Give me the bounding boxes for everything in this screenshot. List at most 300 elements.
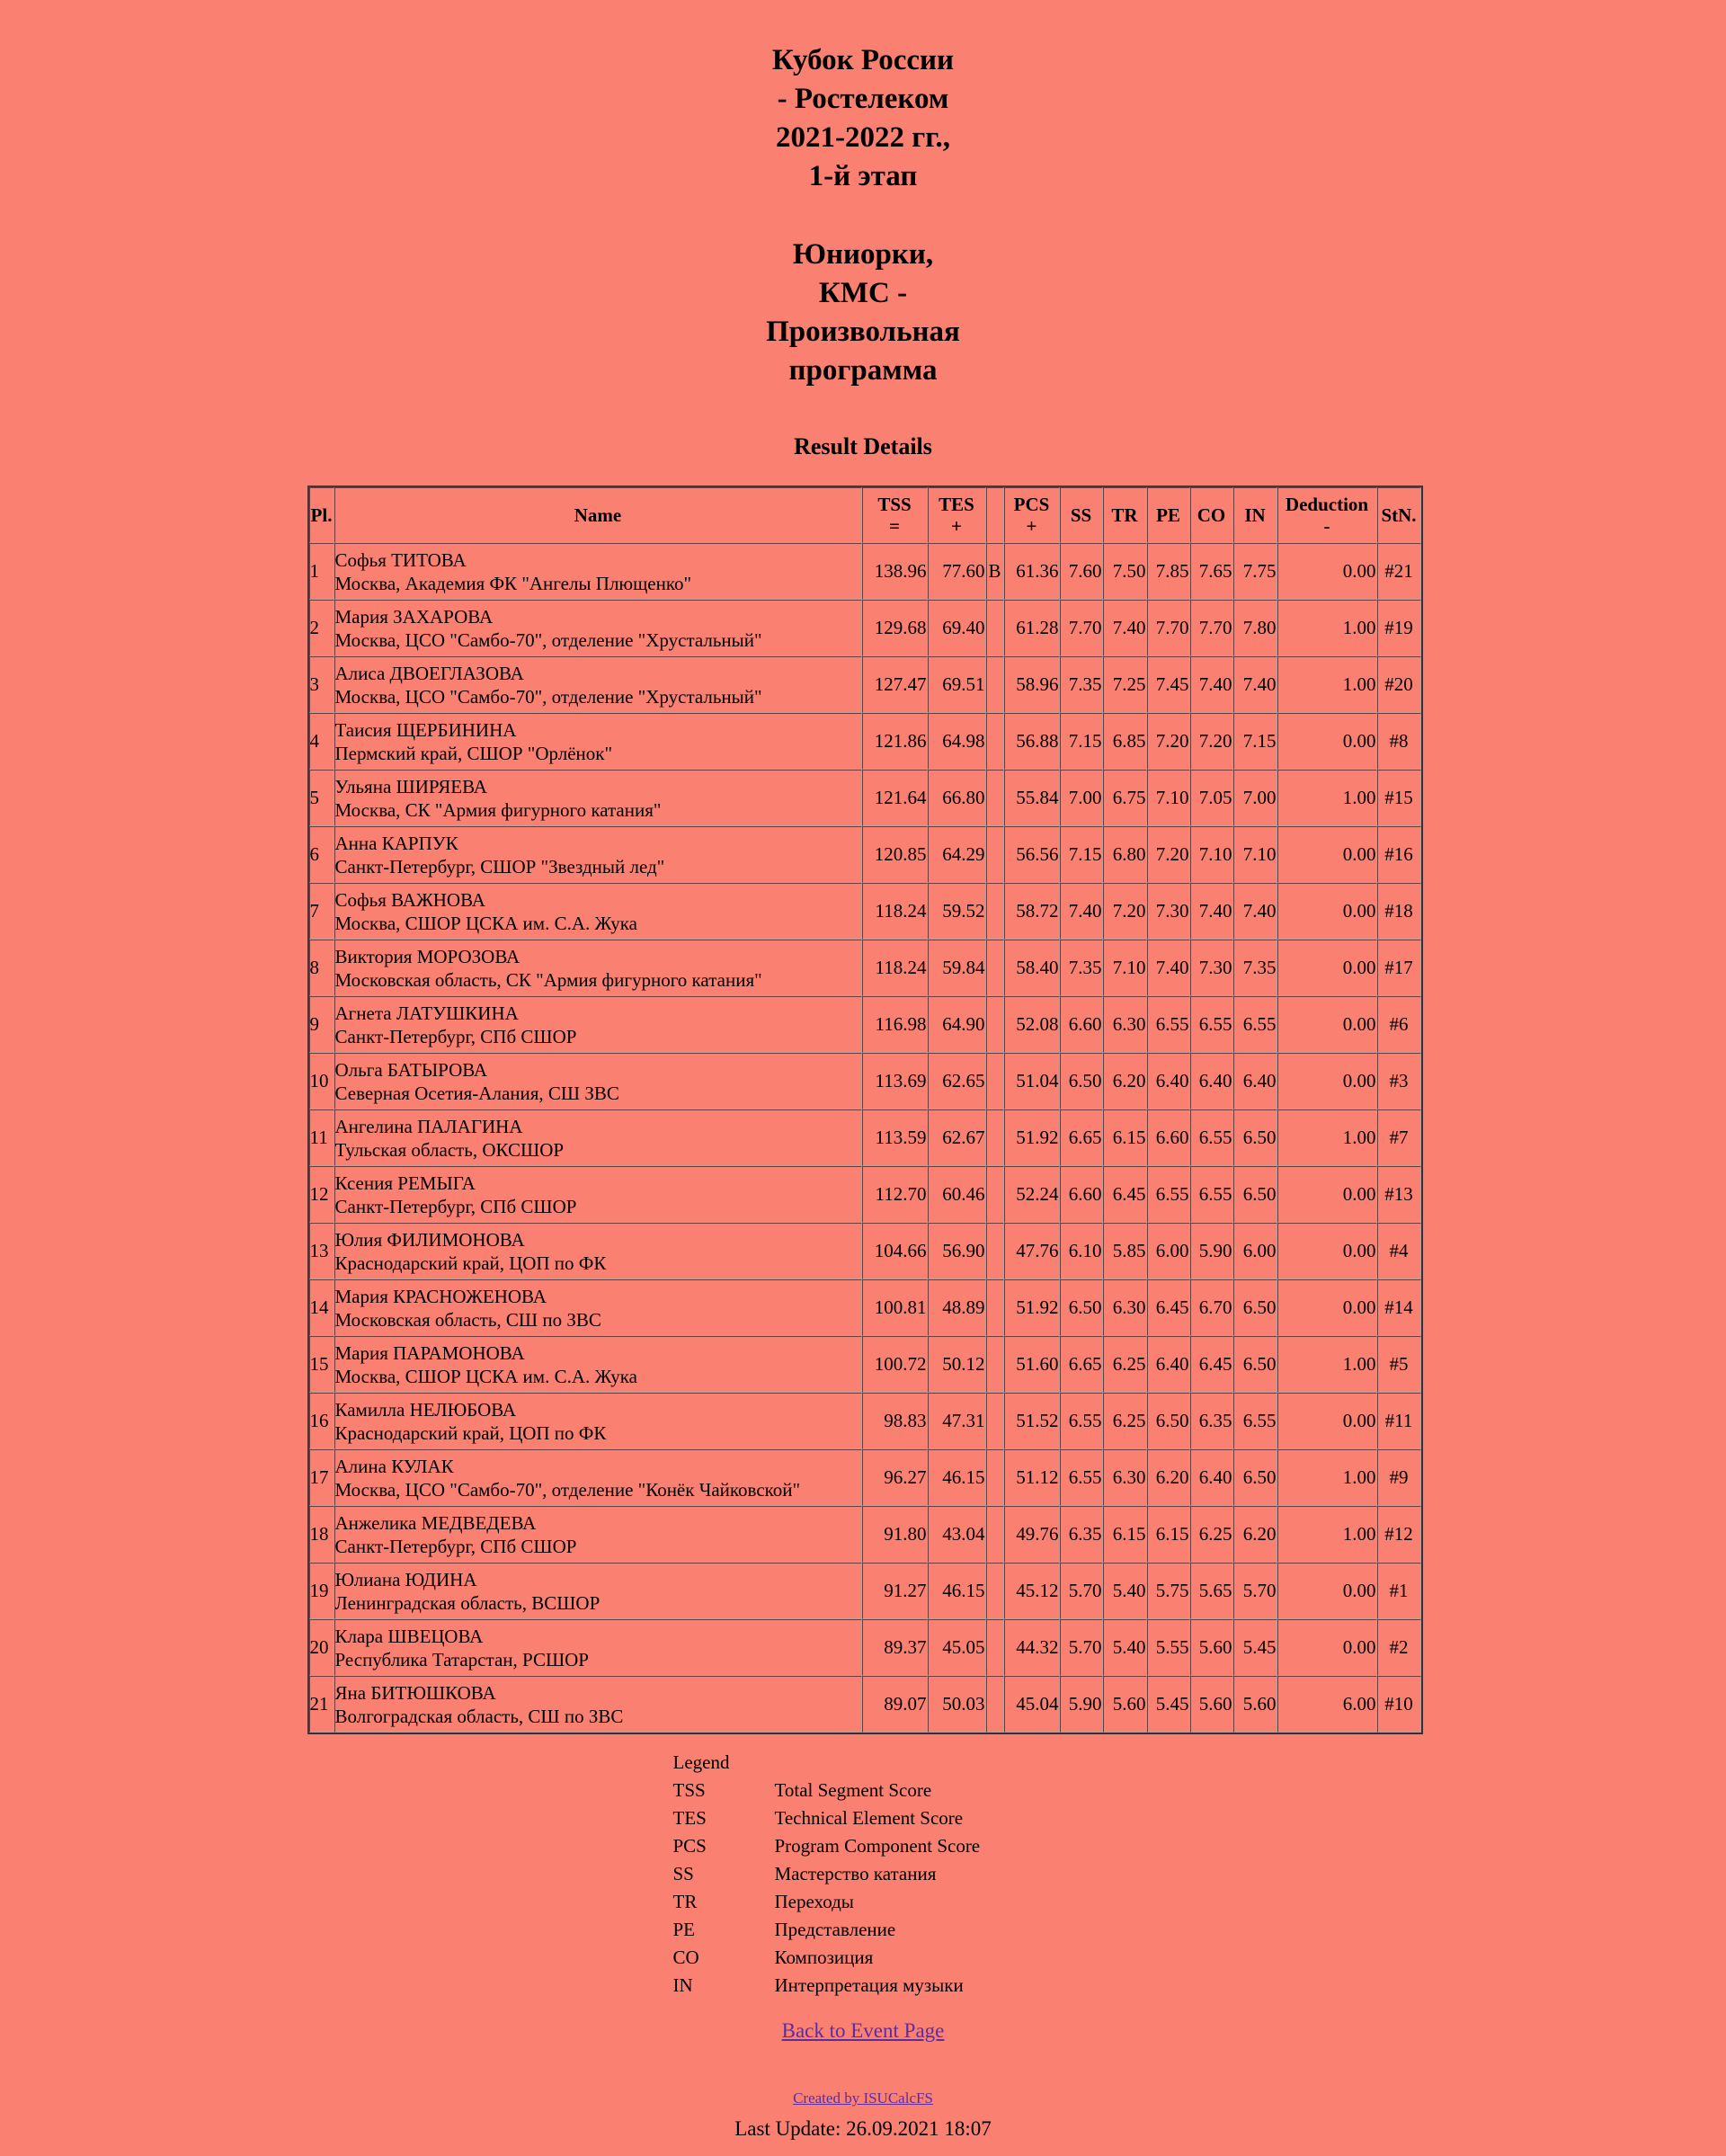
tr-cell: 6.25 xyxy=(1103,1393,1147,1449)
tr-cell: 7.10 xyxy=(1103,940,1147,996)
result-row xyxy=(309,1166,1421,1223)
tr-cell: 6.15 xyxy=(1103,1109,1147,1166)
pe-cell: 5.45 xyxy=(1147,1676,1190,1733)
tr-cell: 6.45 xyxy=(1103,1166,1147,1223)
legend-desc: Total Segment Score xyxy=(774,1779,932,1801)
deduction-cell: 1.00 xyxy=(1277,1449,1377,1506)
legend-desc: Мастерство катания xyxy=(774,1863,937,1884)
pcs-cell: 58.72 xyxy=(1004,883,1060,940)
in-cell: 7.15 xyxy=(1233,713,1277,770)
legend-abbr: TSS xyxy=(672,1779,706,1801)
bonus-cell xyxy=(986,600,1004,656)
tss-cell: 127.47 xyxy=(862,656,928,713)
tes-cell: 47.31 xyxy=(928,1393,986,1449)
deduction-cell: 0.00 xyxy=(1277,1166,1377,1223)
bonus-cell xyxy=(986,1506,1004,1563)
ss-cell: 7.15 xyxy=(1060,713,1103,770)
bonus-cell xyxy=(986,1676,1004,1733)
co-cell: 7.10 xyxy=(1190,826,1233,883)
tes-cell: 59.84 xyxy=(928,940,986,996)
ss-cell: 6.50 xyxy=(1060,1053,1103,1109)
legend-row xyxy=(673,1860,981,1888)
pcs-cell: 45.12 xyxy=(1004,1563,1060,1619)
ss-cell: 6.60 xyxy=(1060,996,1103,1053)
skater-club: Москва, ЦСО "Самбо-70", отделение "Хрустальный" xyxy=(334,685,762,708)
result-row xyxy=(309,1109,1421,1166)
result-row xyxy=(309,1449,1421,1506)
bonus-cell xyxy=(986,1563,1004,1619)
tr-cell: 5.40 xyxy=(1103,1619,1147,1676)
legend-desc: Представление xyxy=(774,1919,896,1940)
bonus-cell xyxy=(986,770,1004,826)
skater-cell xyxy=(334,1449,862,1506)
result-row xyxy=(309,770,1421,826)
skater-club: Московская область, СШ по ЗВС xyxy=(334,1308,601,1331)
skater-cell xyxy=(334,1053,862,1109)
in-cell: 7.40 xyxy=(1233,656,1277,713)
tes-cell: 77.60 xyxy=(928,543,986,600)
legend-desc: Technical Element Score xyxy=(774,1807,964,1829)
skater-name: Таисия ЩЕРБИНИНА xyxy=(334,718,517,741)
tss-cell: 113.59 xyxy=(862,1109,928,1166)
pcs-cell: 61.36 xyxy=(1004,543,1060,600)
ss-cell: 5.70 xyxy=(1060,1619,1103,1676)
bonus-cell xyxy=(986,713,1004,770)
tr-cell: 6.20 xyxy=(1103,1053,1147,1109)
header-tss-label: TSS xyxy=(877,494,912,515)
result-row xyxy=(309,996,1421,1053)
start-number-cell: #19 xyxy=(1377,600,1421,656)
pe-cell: 6.00 xyxy=(1147,1223,1190,1279)
result-row xyxy=(309,1563,1421,1619)
tss-cell: 91.80 xyxy=(862,1506,928,1563)
back-to-event-link[interactable]: Back to Event Page xyxy=(781,2019,945,2042)
ss-cell: 7.60 xyxy=(1060,543,1103,600)
tes-cell: 48.89 xyxy=(928,1279,986,1336)
place-cell: 15 xyxy=(309,1336,334,1393)
pe-cell: 6.40 xyxy=(1147,1336,1190,1393)
skater-club: Московская область, СК "Армия фигурного катания" xyxy=(334,968,762,991)
ss-cell: 6.60 xyxy=(1060,1166,1103,1223)
tss-cell: 118.24 xyxy=(862,883,928,940)
pcs-cell: 51.92 xyxy=(1004,1109,1060,1166)
result-row xyxy=(309,826,1421,883)
pe-cell: 7.40 xyxy=(1147,940,1190,996)
place-cell: 14 xyxy=(309,1279,334,1336)
header-pl: Pl. xyxy=(309,487,334,543)
skater-cell xyxy=(334,1393,862,1449)
skater-name: Юлия ФИЛИМОНОВА xyxy=(334,1228,525,1251)
skater-club: Москва, СК "Армия фигурного катания" xyxy=(334,798,662,821)
skater-name: Яна БИТЮШКОВА xyxy=(334,1681,496,1704)
pe-cell: 6.45 xyxy=(1147,1279,1190,1336)
start-number-cell: #5 xyxy=(1377,1336,1421,1393)
place-cell: 12 xyxy=(309,1166,334,1223)
skater-club: Москва, ЦСО "Самбо-70", отделение "Конёк Чайковской" xyxy=(334,1478,801,1501)
pe-cell: 5.55 xyxy=(1147,1619,1190,1676)
deduction-cell: 0.00 xyxy=(1277,940,1377,996)
skater-club: Москва, СШОР ЦСКА им. С.А. Жука xyxy=(334,1365,637,1387)
skater-name: Клара ШВЕЦОВА xyxy=(334,1625,484,1647)
skater-cell xyxy=(334,1563,862,1619)
co-cell: 7.40 xyxy=(1190,656,1233,713)
deduction-cell: 0.00 xyxy=(1277,1619,1377,1676)
header-co: CO xyxy=(1190,487,1233,543)
bonus-cell xyxy=(986,1279,1004,1336)
category-title-line: Произвольная xyxy=(766,316,960,348)
legend-row xyxy=(673,1832,981,1860)
skater-cell xyxy=(334,1166,862,1223)
place-cell: 18 xyxy=(309,1506,334,1563)
pe-cell: 5.75 xyxy=(1147,1563,1190,1619)
category-title-line: Юниорки, xyxy=(792,238,934,271)
skater-club: Ленинградская область, ВСШОР xyxy=(334,1591,601,1614)
start-number-cell: #9 xyxy=(1377,1449,1421,1506)
tr-cell: 6.80 xyxy=(1103,826,1147,883)
header-deduction-sign: - xyxy=(1323,515,1330,537)
place-cell: 11 xyxy=(309,1109,334,1166)
skater-cell xyxy=(334,1279,862,1336)
bonus-cell xyxy=(986,1223,1004,1279)
event-title-line: 2021-2022 гг., xyxy=(776,121,950,154)
legend-abbr: SS xyxy=(672,1863,694,1884)
skater-name: Алина КУЛАК xyxy=(334,1455,454,1477)
header-ss: SS xyxy=(1060,487,1103,543)
start-number-cell: #6 xyxy=(1377,996,1421,1053)
skater-club: Санкт-Петербург, СПб СШОР xyxy=(334,1025,577,1047)
in-cell: 6.50 xyxy=(1233,1109,1277,1166)
in-cell: 7.75 xyxy=(1233,543,1277,600)
skater-cell xyxy=(334,713,862,770)
tes-cell: 64.90 xyxy=(928,996,986,1053)
skater-club: Санкт-Петербург, СШОР "Звездный лед" xyxy=(334,855,665,878)
legend-row xyxy=(673,1804,981,1832)
tr-cell: 5.40 xyxy=(1103,1563,1147,1619)
in-cell: 5.60 xyxy=(1233,1676,1277,1733)
skater-cell xyxy=(334,543,862,600)
tes-cell: 62.65 xyxy=(928,1053,986,1109)
skater-club: Москва, ЦСО "Самбо-70", отделение "Хрустальный" xyxy=(334,628,762,651)
tes-cell: 46.15 xyxy=(928,1563,986,1619)
in-cell: 6.00 xyxy=(1233,1223,1277,1279)
deduction-cell: 1.00 xyxy=(1277,1506,1377,1563)
co-cell: 7.20 xyxy=(1190,713,1233,770)
skater-cell xyxy=(334,656,862,713)
skater-name: Мария ПАРАМОНОВА xyxy=(334,1341,525,1364)
tes-cell: 60.46 xyxy=(928,1166,986,1223)
result-row xyxy=(309,543,1421,600)
skater-name: Ульяна ШИРЯЕВА xyxy=(334,775,487,797)
event-title-line: - Ростелеком xyxy=(777,83,949,115)
deduction-cell: 6.00 xyxy=(1277,1676,1377,1733)
pcs-cell: 51.12 xyxy=(1004,1449,1060,1506)
pe-cell: 7.45 xyxy=(1147,656,1190,713)
co-cell: 7.05 xyxy=(1190,770,1233,826)
skater-cell xyxy=(334,1619,862,1676)
in-cell: 6.50 xyxy=(1233,1279,1277,1336)
start-number-cell: #21 xyxy=(1377,543,1421,600)
header-tss-sign: = xyxy=(889,515,900,537)
pe-cell: 7.30 xyxy=(1147,883,1190,940)
pe-cell: 6.55 xyxy=(1147,996,1190,1053)
ss-cell: 6.65 xyxy=(1060,1109,1103,1166)
skater-name: Анна КАРПУК xyxy=(334,832,458,854)
header-pcs-sign: + xyxy=(1026,515,1037,537)
skater-name: Алиса ДВОЕГЛАЗОВА xyxy=(334,662,524,684)
co-cell: 6.35 xyxy=(1190,1393,1233,1449)
deduction-cell: 1.00 xyxy=(1277,600,1377,656)
co-cell: 6.45 xyxy=(1190,1336,1233,1393)
skater-name: Анжелика МЕДВЕДЕВА xyxy=(334,1511,537,1534)
start-number-cell: #16 xyxy=(1377,826,1421,883)
tss-cell: 113.69 xyxy=(862,1053,928,1109)
header-stn: StN. xyxy=(1377,487,1421,543)
ss-cell: 5.70 xyxy=(1060,1563,1103,1619)
in-cell: 6.40 xyxy=(1233,1053,1277,1109)
tes-cell: 69.51 xyxy=(928,656,986,713)
in-cell: 7.10 xyxy=(1233,826,1277,883)
ss-cell: 7.40 xyxy=(1060,883,1103,940)
created-by-link[interactable]: Created by ISUCalcFS xyxy=(793,2089,933,2107)
pe-cell: 6.50 xyxy=(1147,1393,1190,1449)
co-cell: 7.65 xyxy=(1190,543,1233,600)
pe-cell: 6.60 xyxy=(1147,1109,1190,1166)
pcs-cell: 56.56 xyxy=(1004,826,1060,883)
skater-club: Санкт-Петербург, СПб СШОР xyxy=(334,1535,577,1557)
co-cell: 5.60 xyxy=(1190,1676,1233,1733)
in-cell: 7.00 xyxy=(1233,770,1277,826)
co-cell: 7.70 xyxy=(1190,600,1233,656)
start-number-cell: #3 xyxy=(1377,1053,1421,1109)
skater-cell xyxy=(334,1109,862,1166)
place-cell: 17 xyxy=(309,1449,334,1506)
legend-desc: Program Component Score xyxy=(774,1835,981,1857)
tes-cell: 66.80 xyxy=(928,770,986,826)
deduction-cell: 1.00 xyxy=(1277,1109,1377,1166)
result-row xyxy=(309,600,1421,656)
tr-cell: 5.60 xyxy=(1103,1676,1147,1733)
result-row xyxy=(309,1223,1421,1279)
ss-cell: 7.35 xyxy=(1060,656,1103,713)
result-row xyxy=(309,1619,1421,1676)
created-wrap xyxy=(307,2089,1419,2107)
start-number-cell: #2 xyxy=(1377,1619,1421,1676)
co-cell: 5.60 xyxy=(1190,1619,1233,1676)
in-cell: 6.50 xyxy=(1233,1166,1277,1223)
co-cell: 6.55 xyxy=(1190,996,1233,1053)
start-number-cell: #15 xyxy=(1377,770,1421,826)
tss-cell: 96.27 xyxy=(862,1449,928,1506)
result-row xyxy=(309,1676,1421,1733)
skater-club: Краснодарский край, ЦОП по ФК xyxy=(334,1421,607,1444)
results-table xyxy=(307,486,1423,1734)
skater-cell xyxy=(334,1336,862,1393)
start-number-cell: #17 xyxy=(1377,940,1421,996)
place-cell: 20 xyxy=(309,1619,334,1676)
tes-cell: 50.12 xyxy=(928,1336,986,1393)
co-cell: 6.55 xyxy=(1190,1166,1233,1223)
pcs-cell: 51.92 xyxy=(1004,1279,1060,1336)
pcs-cell: 51.60 xyxy=(1004,1336,1060,1393)
skater-cell xyxy=(334,1506,862,1563)
pe-cell: 7.10 xyxy=(1147,770,1190,826)
bonus-cell xyxy=(986,940,1004,996)
ss-cell: 7.15 xyxy=(1060,826,1103,883)
result-row xyxy=(309,1279,1421,1336)
skater-name: Агнета ЛАТУШКИНА xyxy=(334,1002,519,1024)
tss-cell: 116.98 xyxy=(862,996,928,1053)
result-row xyxy=(309,883,1421,940)
co-cell: 6.25 xyxy=(1190,1506,1233,1563)
pcs-cell: 51.52 xyxy=(1004,1393,1060,1449)
deduction-cell: 1.00 xyxy=(1277,1336,1377,1393)
pcs-cell: 44.32 xyxy=(1004,1619,1060,1676)
tes-cell: 45.05 xyxy=(928,1619,986,1676)
skater-name: Камилла НЕЛЮБОВА xyxy=(334,1398,517,1421)
tr-cell: 7.50 xyxy=(1103,543,1147,600)
deduction-cell: 0.00 xyxy=(1277,1223,1377,1279)
header-tes-label: TES xyxy=(939,494,974,515)
ss-cell: 6.35 xyxy=(1060,1506,1103,1563)
legend-row xyxy=(673,1888,981,1916)
deduction-cell: 0.00 xyxy=(1277,543,1377,600)
pcs-cell: 58.96 xyxy=(1004,656,1060,713)
ss-cell: 7.70 xyxy=(1060,600,1103,656)
tss-cell: 98.83 xyxy=(862,1393,928,1449)
tss-cell: 118.24 xyxy=(862,940,928,996)
skater-club: Краснодарский край, ЦОП по ФК xyxy=(334,1252,607,1274)
co-cell: 6.70 xyxy=(1190,1279,1233,1336)
deduction-cell: 1.00 xyxy=(1277,656,1377,713)
tss-cell: 91.27 xyxy=(862,1563,928,1619)
header-in: IN xyxy=(1233,487,1277,543)
pe-cell: 7.20 xyxy=(1147,826,1190,883)
pe-cell: 6.20 xyxy=(1147,1449,1190,1506)
deduction-cell: 0.00 xyxy=(1277,826,1377,883)
bonus-cell xyxy=(986,1336,1004,1393)
in-cell: 7.40 xyxy=(1233,883,1277,940)
deduction-cell: 0.00 xyxy=(1277,713,1377,770)
header-tss xyxy=(862,487,928,543)
tr-cell: 6.30 xyxy=(1103,996,1147,1053)
skater-name: Мария ЗАХАРОВА xyxy=(334,605,494,628)
skater-name: Ксения РЕМЫГА xyxy=(334,1172,476,1194)
place-cell: 13 xyxy=(309,1223,334,1279)
tes-cell: 46.15 xyxy=(928,1449,986,1506)
pcs-cell: 61.28 xyxy=(1004,600,1060,656)
in-cell: 7.35 xyxy=(1233,940,1277,996)
tr-cell: 6.85 xyxy=(1103,713,1147,770)
header-pcs xyxy=(1004,487,1060,543)
event-title-line: 1-й этап xyxy=(808,160,918,192)
co-cell: 6.40 xyxy=(1190,1449,1233,1506)
legend-abbr: PE xyxy=(672,1919,696,1940)
bonus-cell xyxy=(986,826,1004,883)
skater-cell xyxy=(334,883,862,940)
tss-cell: 89.07 xyxy=(862,1676,928,1733)
result-row xyxy=(309,1053,1421,1109)
ss-cell: 6.55 xyxy=(1060,1393,1103,1449)
deduction-cell: 0.00 xyxy=(1277,883,1377,940)
header-pe: PE xyxy=(1147,487,1190,543)
in-cell: 6.20 xyxy=(1233,1506,1277,1563)
header-deduction-label: Deduction xyxy=(1285,494,1369,515)
legend-abbr: CO xyxy=(672,1947,699,1968)
legend-desc: Интерпретация музыки xyxy=(774,1974,964,1996)
co-cell: 5.65 xyxy=(1190,1563,1233,1619)
result-row xyxy=(309,1506,1421,1563)
tss-cell: 120.85 xyxy=(862,826,928,883)
pcs-cell: 55.84 xyxy=(1004,770,1060,826)
skater-cell xyxy=(334,826,862,883)
category-title-line: КМС - xyxy=(818,277,908,309)
pe-cell: 7.85 xyxy=(1147,543,1190,600)
legend-abbr: PCS xyxy=(672,1835,707,1857)
pe-cell: 7.20 xyxy=(1147,713,1190,770)
bonus-cell xyxy=(986,1449,1004,1506)
event-title xyxy=(307,41,1419,196)
header-tes xyxy=(928,487,986,543)
result-row xyxy=(309,713,1421,770)
tes-cell: 59.52 xyxy=(928,883,986,940)
last-update: Last Update: 26.09.2021 18:07 xyxy=(734,2117,992,2140)
skater-name: Виктория МОРОЗОВА xyxy=(334,945,520,967)
place-cell: 2 xyxy=(309,600,334,656)
skater-club: Республика Татарстан, РСШОР xyxy=(334,1648,589,1670)
skater-cell xyxy=(334,600,862,656)
place-cell: 19 xyxy=(309,1563,334,1619)
in-cell: 6.55 xyxy=(1233,996,1277,1053)
header-pcs-label: PCS xyxy=(1013,494,1050,515)
place-cell: 21 xyxy=(309,1676,334,1733)
start-number-cell: #4 xyxy=(1377,1223,1421,1279)
in-cell: 6.50 xyxy=(1233,1449,1277,1506)
tes-cell: 50.03 xyxy=(928,1676,986,1733)
in-cell: 6.50 xyxy=(1233,1336,1277,1393)
bonus-cell xyxy=(986,996,1004,1053)
legend-desc: Композиция xyxy=(774,1947,874,1968)
legend-abbr: TR xyxy=(672,1891,698,1912)
place-cell: 10 xyxy=(309,1053,334,1109)
pe-cell: 6.15 xyxy=(1147,1506,1190,1563)
skater-name: Ангелина ПАЛАГИНА xyxy=(334,1115,523,1137)
tss-cell: 112.70 xyxy=(862,1166,928,1223)
bonus-cell xyxy=(986,1619,1004,1676)
skater-club: Волгоградская область, СШ по ЗВС xyxy=(334,1705,624,1727)
tes-cell: 64.98 xyxy=(928,713,986,770)
skater-club: Москва, СШОР ЦСКА им. С.А. Жука xyxy=(334,912,637,934)
tr-cell: 5.85 xyxy=(1103,1223,1147,1279)
tr-cell: 7.20 xyxy=(1103,883,1147,940)
in-cell: 6.55 xyxy=(1233,1393,1277,1449)
skater-cell xyxy=(334,1676,862,1733)
skater-club: Северная Осетия-Алания, СШ ЗВС xyxy=(334,1082,619,1104)
tr-cell: 6.75 xyxy=(1103,770,1147,826)
header-tr: TR xyxy=(1103,487,1147,543)
skater-club: Тульская область, ОКСШОР xyxy=(334,1138,565,1161)
in-cell: 5.45 xyxy=(1233,1619,1277,1676)
pe-cell: 6.55 xyxy=(1147,1166,1190,1223)
tr-cell: 6.25 xyxy=(1103,1336,1147,1393)
tss-cell: 89.37 xyxy=(862,1619,928,1676)
skater-club: Пермский край, СШОР "Орлёнок" xyxy=(334,742,613,764)
pcs-cell: 47.76 xyxy=(1004,1223,1060,1279)
start-number-cell: #20 xyxy=(1377,656,1421,713)
co-cell: 6.40 xyxy=(1190,1053,1233,1109)
category-title-line: программа xyxy=(788,354,938,387)
tes-cell: 69.40 xyxy=(928,600,986,656)
tss-cell: 100.72 xyxy=(862,1336,928,1393)
